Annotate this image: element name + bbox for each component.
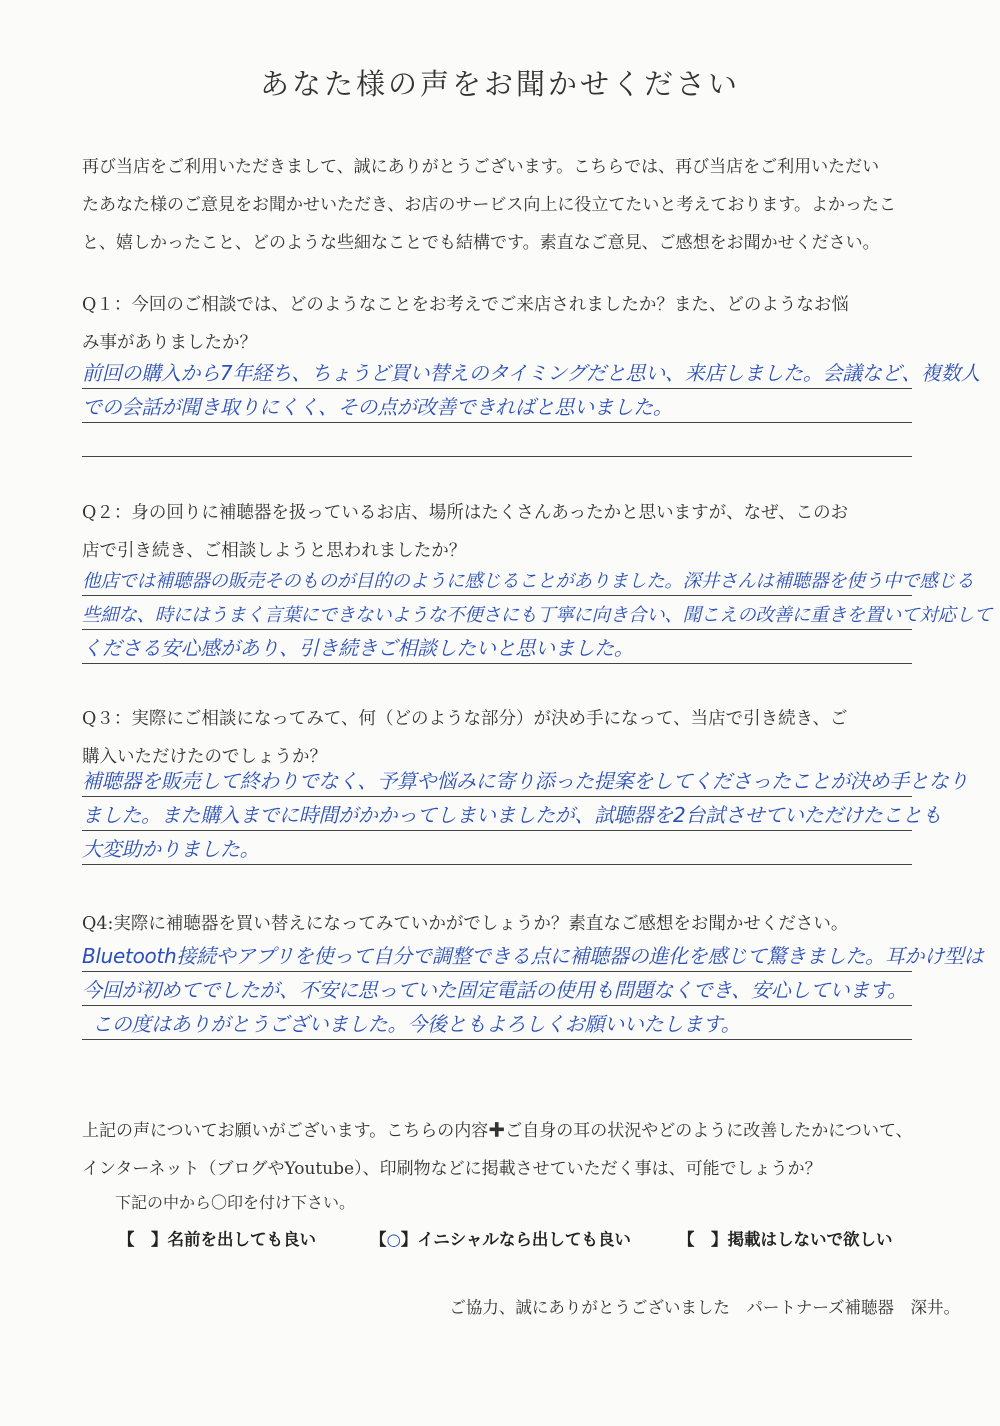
answer-line (82, 596, 993, 630)
answer-line (82, 831, 912, 865)
q3-answer-text: ました。また購入までに時間がかかってしまいましたが、試聴器を2台試させていただけたことも (82, 803, 942, 827)
q2-answer-text: 他店では補聴器の販売そのものが目的のように感じることがありました。深井さんは補聴器を使う中で感じる (82, 571, 974, 592)
intro-text (82, 148, 932, 262)
intro-line: たあなた様のご意見をお聞かせいただき、お店のサービス向上に役立てたいと考えております。よかったこ (82, 195, 896, 215)
answer-line (82, 562, 974, 596)
option-no-publish[interactable]: 【 】掲載はしないで欲しい (678, 1230, 893, 1249)
q4-answer-text: この度はありがとうございました。今後ともよろしくお願いいたします。 (92, 1012, 741, 1036)
q1-answer-text: 前回の購入から7年経ち、ちょうど買い替えのタイミングだと思い、来店しました。会議など、複数人 (82, 361, 981, 385)
answer-line (82, 423, 912, 457)
q2-question: Q２：身の回りに補聴器を扱っているお店、場所はたくさんあったかと思いますが、なぜ、このお 店で引き続き、ご相談しようと思われましたか？ (82, 503, 849, 561)
q2-answer-text: くださる安心感があり、引き続きご相談したいと思いました。 (82, 636, 634, 660)
answer-line (82, 763, 969, 797)
page-title: あなた様の声をお聞かせください (259, 67, 740, 101)
q4-answer-text: 今回が初めてでしたが、不安に思っていた固定電話の使用も問題なくでき、安心しています。 (82, 978, 907, 1002)
q4-answer-text: Bluetooth接続やアプリを使って自分で調整できる点に補聴器の進化を感じて驚きました。耳かけ型は (82, 944, 984, 968)
q4-answer-lines (82, 938, 984, 1040)
q3-answer-text: 大変助かりました。 (82, 837, 260, 861)
answer-line (82, 797, 942, 831)
answer-line (82, 355, 981, 389)
footer-signature: ご協力、誠にありがとうございました パートナーズ補聴器 深井。 (449, 1298, 960, 1317)
intro-line: と、嬉しかったこと、どのような些細なことでも結構です。素直なご意見、ご感想をお聞かせください。 (82, 233, 880, 253)
instruction-text: 下記の中から〇印を付け下さい。 (115, 1193, 356, 1212)
q2-answer-text: 些細な、時にはうまく言葉にできないような不便さにも丁寧に向き合い、聞こえの改善に重きを置いて対応して (82, 605, 993, 626)
option-initial-ok[interactable]: 【○】イニシャルなら出しても良い (370, 1230, 631, 1249)
q2-answer-lines (82, 562, 993, 664)
answer-line (82, 1006, 912, 1040)
q1-answer-lines (82, 355, 981, 457)
q3-question: Q３：実際にご相談になってみて、何（どのような部分）が決め手になって、当店で引き続き、ご 購入いただけたのでしょうか？ (82, 709, 848, 767)
answer-line (82, 972, 912, 1006)
q3-answer-text: 補聴器を販売して終わりでなく、予算や悩みに寄り添った提案をしてくださったことが決め手となり (82, 769, 969, 793)
answer-line (82, 630, 912, 664)
answer-line (82, 389, 912, 423)
circle-mark: ○ (386, 1230, 401, 1249)
intro-line: 再び当店をご利用いただきまして、誠にありがとうございます。こちらでは、再び当店をご利用いただい (82, 157, 880, 177)
q4-question: Q4:実際に補聴器を買い替えになってみていかがでしょうか？素直なご感想をお聞かせください。 (82, 914, 849, 934)
q1-question: Q１：今回のご相談では、どのようなことをお考えでご来店されましたか？また、どのようなお悩 み事がありましたか？ (82, 295, 849, 353)
q1-answer-text: での会話が聞き取りにくく、その点が改善できればと思いました。 (82, 395, 673, 419)
answer-line (82, 938, 984, 972)
option-name-ok[interactable]: 【 】名前を出しても良い (118, 1230, 316, 1249)
consent-note: 上記の声についてお願いがございます。こちらの内容✚ご自身の耳の状況やどのように改善したかについて、 インターネット（ブログやYoutube）、印刷物などに掲載させていただく事は、可能でしょうか？ (82, 1121, 913, 1179)
q3-answer-lines (82, 763, 969, 865)
